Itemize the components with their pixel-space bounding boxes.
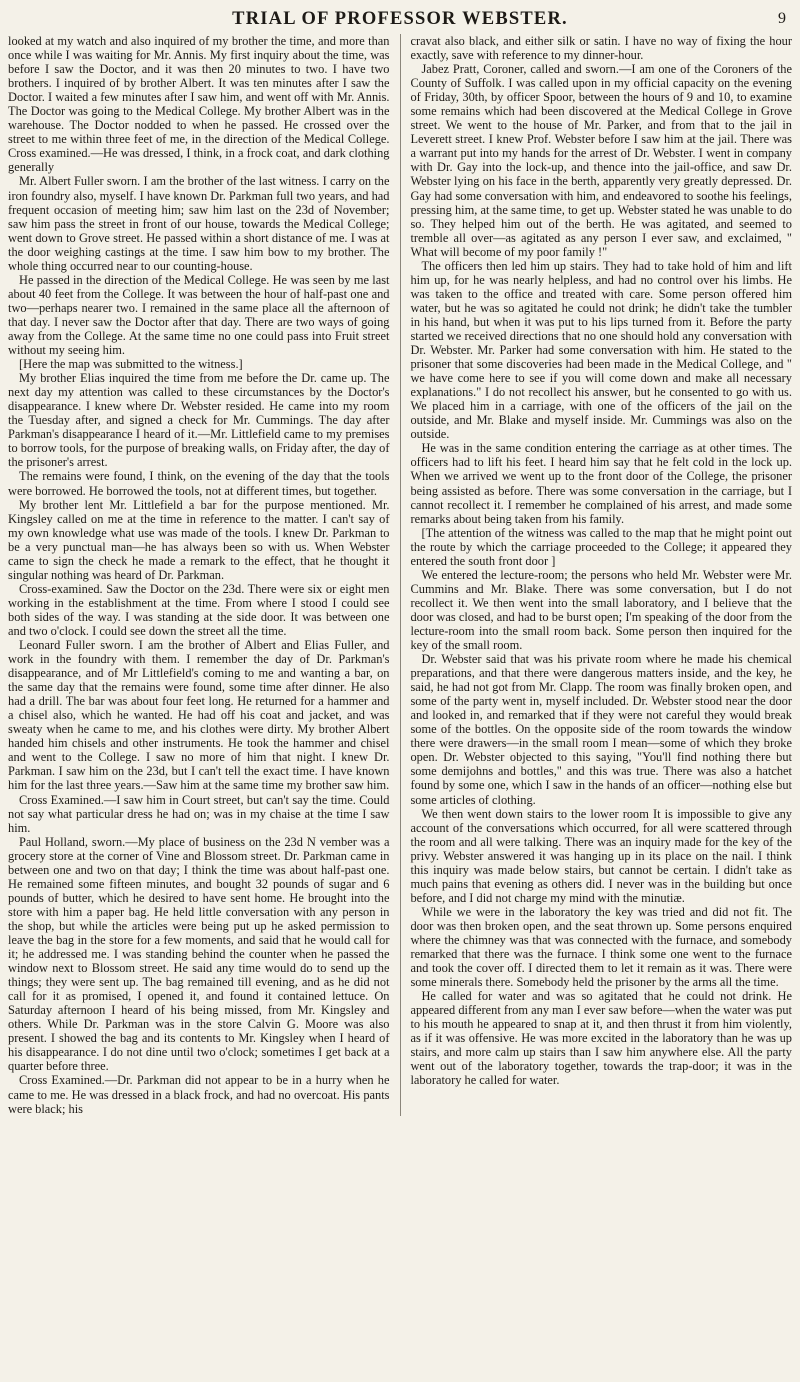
- paragraph: We then went down stairs to the lower room It is impossible to give any account of the conversations which occurred, for all were scattered through the room and all were talking. There was an inquiry made for the key of the privy. Webster answered it was hanging up in its place on the nail. I think this inquiry was made below stairs, but cannot be certain. I didn't take as much pains that evening as others did. I never was in the building but once before, and I did not charge my mind with the minutiæ.: [410, 806, 792, 905]
- paragraph: While we were in the laboratory the key was tried and did not fit. The door was then broken open, and the seat thrown up. Some persons enquired where the chimney was that was connected with the furnace, and somebody remarked that there was the furnace. I think some one went to the furnace and took the cover off. I directed them to let it remain as it was. There were some minerals there. Somebody held the prisoner by the arms all the time.: [410, 904, 792, 990]
- paragraph: Leonard Fuller sworn. I am the brother of Albert and Elias Fuller, and work in the foundry with them. I remember the day of Dr. Parkman's disappearance, and of Mr Littlefield's coming to me and wanting a bar, on the same day that the remains were found, some time after dinner. He also had a drill. The bar was about four feet long. He returned for a hammer and a chisel also, which he wanted. He had off his coat and jacket, and was sweaty when he came to me, and his clothes were dirty. My brother Albert handed him chisels and other instruments. He took the hammer and chisel and went to the College. I saw no more of him that night. I knew Dr. Parkman. I saw him on the 23d, but I can't tell the exact time. I have known him for the last three years.—Saw him at the same time my brother saw him.: [8, 638, 390, 793]
- paragraph: Cross-examined. Saw the Doctor on the 23d. There were six or eight men working in the establishment at the time. From where I stood I could see both sides of the way. I was standing at the side door. It was between one and two o'clock. I could see down the street all the time.: [8, 581, 390, 638]
- paragraph: He called for water and was so agitated that he could not drink. He appeared different from any man I ever saw before—when the water was put to his mouth he appeared to snap at it, and then thrust it from him violently, as if it was offensive. He was more excited in the laboratory than he was up stairs, and more calm up stairs than I saw him anywhere else. All the party went out of the laboratory together, towards the trap-door; it was in the laboratory he called for water.: [410, 989, 792, 1088]
- page-title: TRIAL OF PROFESSOR WEBSTER.: [232, 9, 568, 29]
- paragraph: Jabez Pratt, Coroner, called and sworn.—I am one of the Coroners of the County of Suffolk. I was called upon in my official capacity on the evening of Friday, 30th, by officer Spoor, between the hours of 9 and 10, to examine some remains which had been discovered at the Medical College in Grove street. We went to the house of Mr. Parker, and from that to the jail in Leverett street. I knew Prof. Webster before I saw him at the jail. There was a warrant put into my hands for the arrest of Dr. Webster. I went in company with Dr. Gay into the lock-up, and thence into the jail-office, and saw Dr. Webster lying on his face in the berth, apparently very greatly depressed. Dr. Gay had some conversation with him, and endeavored to soothe his feelings, pressing him, at the same time, to get up. Webster stated he was unable to do so. They helped him out of the berth. He was agitated, and seemed to tremble all over—as agitated as any person I ever saw, and exclaimed, " What will become of my poor family !": [410, 62, 792, 259]
- page-number: 9: [778, 10, 786, 27]
- page-header: [8, 6, 792, 32]
- text-columns: [8, 34, 792, 1116]
- paragraph: We entered the lecture-room; the persons who held Mr. Webster were Mr. Cummins and Mr. Blake. There was some conversation, but I do not recollect it. We then went into the small laboratory, and I believe that the door was closed, and had to be burst open; I'm speaking of the door from the lecture-room into the small room back. Some person then inquired for the key of the small room.: [410, 567, 792, 653]
- paragraph: [Here the map was submitted to the witness.]: [19, 357, 243, 372]
- left-column: [8, 34, 390, 1116]
- paragraph: He passed in the direction of the Medical College. He was seen by me last about 40 feet from the College. It was between the hour of half-past one and two—perhaps nearer two. I remained in the same place all the afternoon of that day. I never saw the Doctor after that day. There are two ways of going away from the College. At the same time no one could pass into Fruit street without my seeing him.: [8, 272, 390, 358]
- paragraph: Cross Examined.—I saw him in Court street, but can't say the time. Could not say what particular dress he had on; was in my chaise at the time I saw him.: [8, 792, 390, 835]
- paragraph: My brother Elias inquired the time from me before the Dr. came up. The next day my attention was called to these circumstances by the Doctor's disappearance. I knew where Dr. Webster resided. He came into my room the Tuesday after, and signed a check for Mr. Cummings. The day after Parkman's disappearance I heard of it.—Mr. Littlefield came to my premises to borrow tools, for the purpose of breaking walls, on Friday after, the day of the prisoner's arrest.: [8, 371, 390, 470]
- paragraph: The remains were found, I think, on the evening of the day that the tools were borrowed. He borrowed the tools, not at different times, but together.: [8, 469, 390, 498]
- paragraph: looked at my watch and also inquired of my brother the time, and more than once while I was waiting for Mr. Annis. My first inquiry about the time, was before I saw the Doctor, and it was then 20 minutes to two. I have two brothers. I inquired of by brother Albert. It was ten minutes after I saw the Doctor. I waited a few minutes after I saw him, and went off with Mr. Annis. The Doctor was going to the Medical College. My brother Albert was in the warehouse. The Doctor nodded to when he passed. He crossed over the street to me within three feet of me, in the direction of the Medical College. Cross examined.—He was dressed, I think, in a frock coat, and dark clothing generally: [8, 34, 390, 175]
- paragraph: Cross Examined.—Dr. Parkman did not appear to be in a hurry when he came to me. He was dressed in a black frock, and had no overcoat. His pants were black; his: [8, 1073, 390, 1116]
- paragraph: He was in the same condition entering the carriage as at other times. The officers had to lift his feet. I heard him say that he felt cold in the lock up. When we arrived we went up to the front door of the College, the prisoner being assisted as before. There was some conversation in the carriage, but I cannot recollect it. I remember he complained of his arrest, and made some remarks about being taken from his family.: [410, 441, 792, 526]
- paragraph: Mr. Albert Fuller sworn. I am the brother of the last witness. I carry on the iron foundry also, myself. I have known Dr. Parkman full two years, and had frequent occasion of meeting him; saw him last on the 23d of November; saw him pass the street in front of our house, towards the Medical College; went down to Grove street. He passed within a short distance of me. I was at the door weighing castings at the time. I saw him bow to my brother. The whole thing occurred near to our counting-house.: [8, 174, 390, 273]
- right-column: [410, 34, 792, 1116]
- column-divider: [400, 34, 401, 1116]
- paragraph: cravat also black, and either silk or satin. I have no way of fixing the hour exactly, save with reference to my dinner-hour.: [410, 34, 792, 63]
- paragraph: My brother lent Mr. Littlefield a bar for the purpose mentioned. Mr. Kingsley called on me at the time in reference to the matter. I can't say of my own knowledge what use was made of the tools. I knew Dr. Parkman to be a very punctual man—he has always been so with us. When Webster came to sign the check he made a remark to the effect, that he thought it singular nothing was heard of Dr. Parkman.: [8, 497, 390, 582]
- paragraph: Paul Holland, sworn.—My place of business on the 23d N vember was a grocery store at the corner of Vine and Blossom street. Dr. Parkman came in between one and two on that day; I think the time was about half-past one. He remained some fifteen minutes, and bought 32 pounds of sugar and 6 pounds of butter, which he desired to have sent home. He brought into the store with him a paper bag. He held little conversation with any person in the shop, but while the articles were being put up he asked permission to leave the bag in the store for a few moments, and said that he would call for it; he addressed me. I was standing behind the counter when he passed the window next to Blossom street. He said any time would do to send up the things; they were sent up. The bag remained till evening, and as he did not call for it as promised, I opened it, and found it contained lettuce. On Saturday afternoon I heard of his being missed, from Mr. Kingsley and others. While Dr. Parkman was in the store Calvin G. Moore was also present. I showed the bag and its contents to Mr. Kingsley when I heard of his disappearance. I do not dine until two o'clock; sometimes I get back at a quarter before three.: [8, 834, 390, 1074]
- paragraph: Dr. Webster said that was his private room where he made his chemical preparations, and that there were dangerous matters inside, and the key, he said, he had not got from Mr. Clapp. The room was finally broken open, and some of the party went in, myself included. Dr. Webster stood near the door and looked in, and remarked that if they were not careful they would break some of the bottles. On the opposite side of the room towards the window there were drawers—in the small room I mean—some of which they broke open. Dr. Webster objected to this saying, "You'll find nothing there but some demijohns and bottles," and this was true. There was also a hatchet found by some one, which I saw in the hands of an officer—nothing else but some articles of clothing.: [410, 652, 792, 807]
- paragraph: The officers then led him up stairs. They had to take hold of him and lift him up, for he was nearly helpless, and had no control over his limbs. He was taken to the office and treated with care. Some person offered him water, but he was so agitated he could not drink; he didn't take the tumbler in his hand, but when it was put to his lips turned from it. Before the party started we received directions that no one should hold any conversation with Dr. Webster. Mr. Parker had some conversation with him. He stated to the prisoner that some discoveries had been made in the Medical College, and " we have come here to see if you will come down and make all necessary explanations." I do not recollect his answer, but he consented to go with us. We placed him in a carriage, with one of the officers of the jail on the outside, and Mr. Blake and myself inside. Mr. Cummings was also on the outside.: [410, 258, 792, 442]
- paragraph: [The attention of the witness was called to the map that he might point out the route by which the carriage proceeded to the College; it appeared they entered the south front door ]: [410, 525, 792, 568]
